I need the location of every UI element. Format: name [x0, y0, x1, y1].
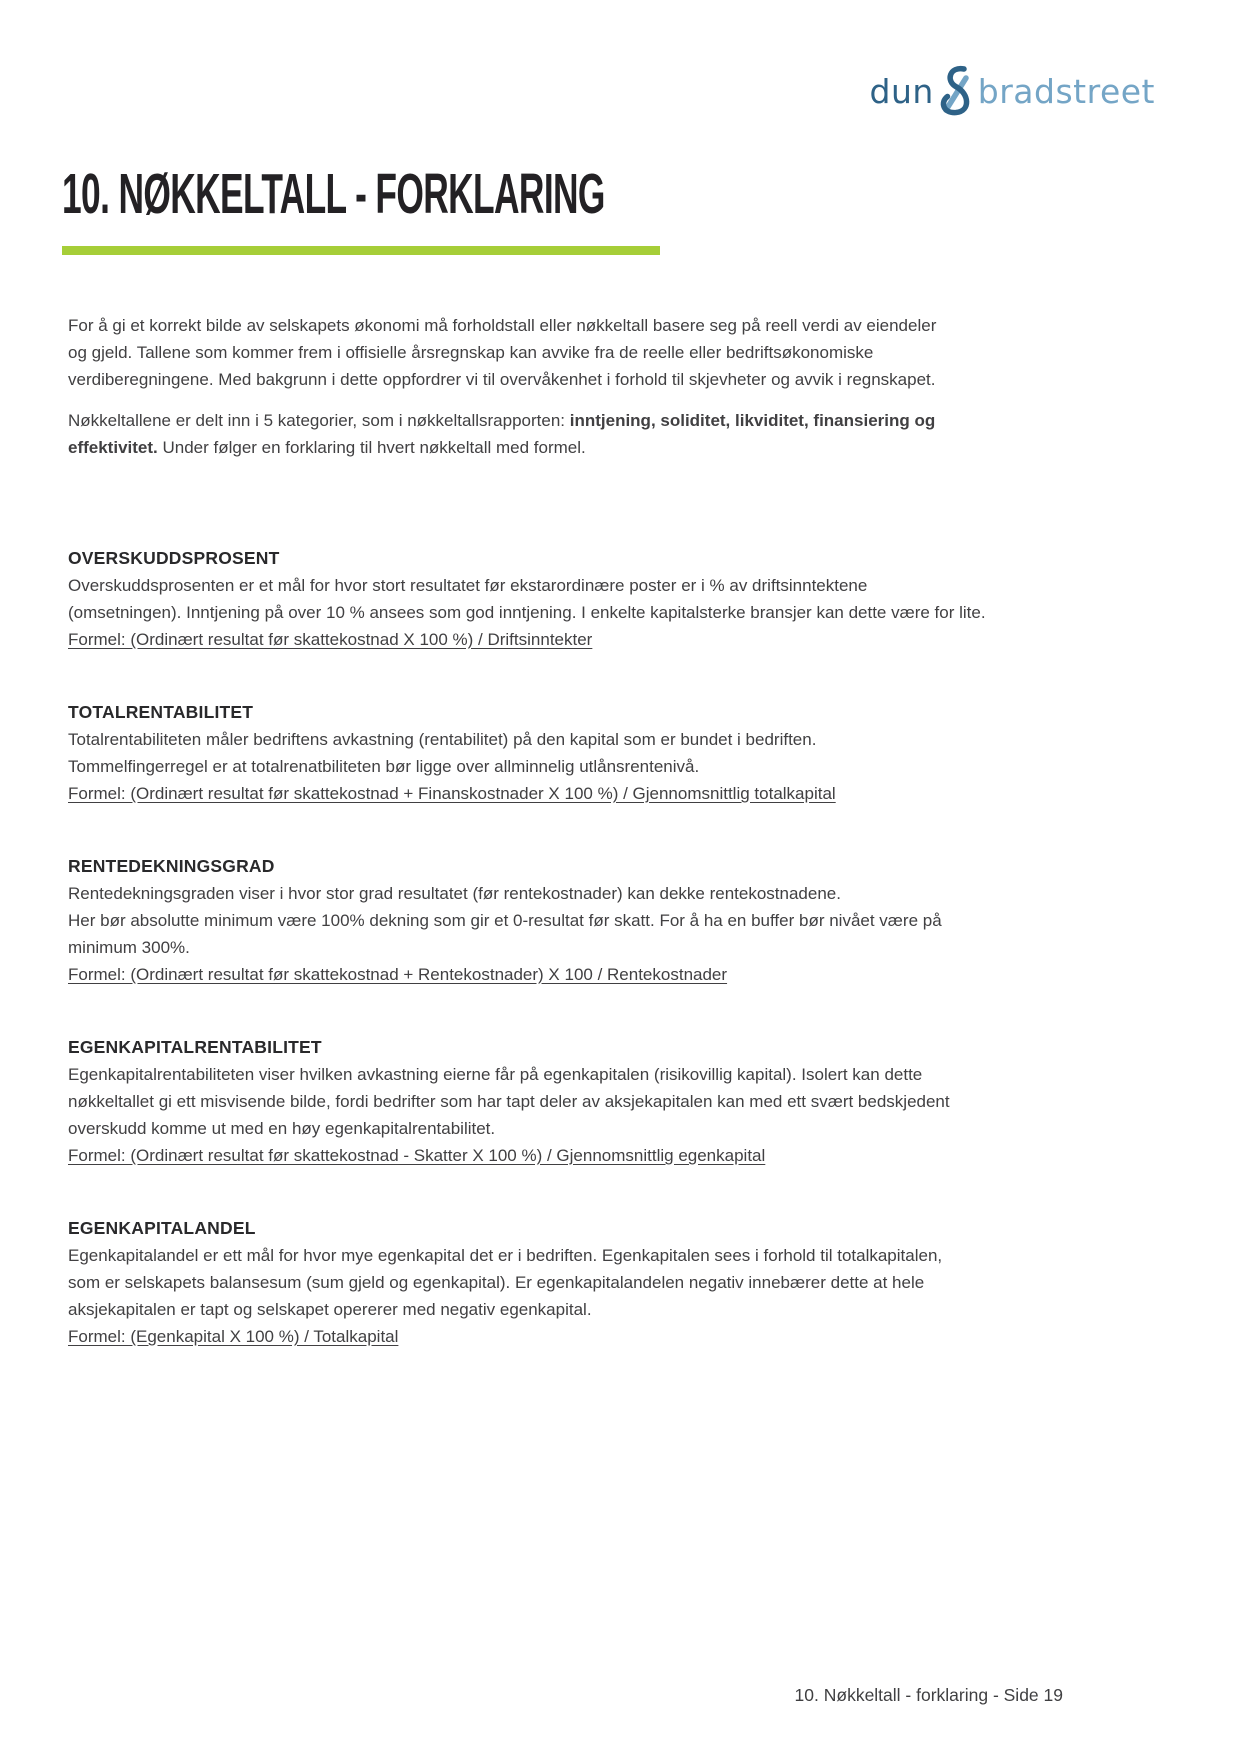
- section-formula: Formel: (Egenkapital X 100 %) / Totalkapital: [68, 1327, 399, 1346]
- intro-paragraph-2: [68, 407, 1068, 461]
- paragraph-text: Under følger en forklaring til hvert nøkkeltall med formel.: [157, 438, 586, 457]
- category-list-bold-text: inntjening, soliditet, likviditet, finansiering og: [569, 411, 936, 430]
- section-body-line: Totalrentabiliteten måler bedriftens avkastning (rentabilitet) på den kapital som er bundet i bedriften.: [68, 730, 817, 749]
- page-footer: 10. Nøkkeltall - forklaring - Side 19: [794, 1685, 1063, 1705]
- section-heading: OVERSKUDDSPROSENT: [68, 548, 280, 568]
- logo-bradstreet-text: bradstreet: [977, 71, 1155, 111]
- section-body-line: Tommelfingerregel er at totalrenatbiliteten bør ligge over allminnelig utlånsrentenivå.: [68, 757, 700, 776]
- section-heading: EGENKAPITALRENTABILITET: [68, 1037, 322, 1057]
- section-body-line: aksjekapitalen er tapt og selskapet opererer med negativ egenkapital.: [68, 1300, 592, 1319]
- logo-dun-text: dun: [869, 71, 934, 111]
- section-heading: TOTALRENTABILITET: [68, 702, 254, 722]
- dun-bradstreet-logo: [870, 64, 1155, 118]
- section-egenkapitalandel: [68, 1215, 1068, 1350]
- section-body-line: (omsetningen). Inntjening på over 10 % ansees som god inntjening. I enkelte kapitalsterke bransjer kan dette være for lite.: [68, 603, 986, 622]
- section-body-line: Egenkapitalrentabiliteten viser hvilken avkastning eierne får på egenkapitalen (risikovillig kapital). Isolert kan dette: [68, 1065, 923, 1084]
- section-body-line: Overskuddsprosenten er et mål for hvor stort resultatet før ekstarordinære poster er i % av driftsinntektene: [68, 576, 868, 595]
- section-formula: Formel: (Ordinært resultat før skattekostnad X 100 %) / Driftsinntekter: [68, 630, 593, 649]
- intro-paragraph-1: [68, 312, 1068, 393]
- section-rentedekningsgrad: [68, 853, 1068, 988]
- page-content: [68, 312, 1068, 1350]
- section-body-line: minimum 300%.: [68, 938, 190, 957]
- paragraph-line: [68, 407, 1068, 434]
- ampersand-icon: [937, 65, 975, 117]
- paragraph-line: [68, 434, 1068, 461]
- paragraph-line: verdiberegningene. Med bakgrunn i dette oppfordrer vi til overvåkenhet i forhold til skjevheter og avvik i regnskapet.: [68, 370, 936, 389]
- section-egenkapitalrentabilitet: [68, 1034, 1068, 1169]
- section-body-line: nøkkeltallet gi ett misvisende bilde, fordi bedrifter som har tapt deler av aksjekapitalen kan med ett svært bedskjedent: [68, 1092, 950, 1111]
- section-body-line: Egenkapitalandel er ett mål for hvor mye egenkapital det er i bedriften. Egenkapitalen sees i forhold til totalkapitalen,: [68, 1246, 943, 1265]
- section-heading: EGENKAPITALANDEL: [68, 1218, 256, 1238]
- title-accent-rule: [62, 246, 660, 255]
- paragraph-text: Nøkkeltallene er delt inn i 5 kategorier, som i nøkkeltallsrapporten:: [68, 411, 570, 430]
- section-body-line: Her bør absolutte minimum være 100% dekning som gir et 0-resultat før skatt. For å ha en buffer bør nivået være på: [68, 911, 942, 930]
- category-list-bold-text: effektivitet.: [68, 438, 158, 457]
- paragraph-line: og gjeld. Tallene som kommer frem i offisielle årsregnskap kan avvike fra de reelle eller bedriftsøkonomiske: [68, 343, 874, 362]
- section-heading: RENTEDEKNINGSGRAD: [68, 856, 275, 876]
- section-body-line: som er selskapets balansesum (sum gjeld og egenkapital). Er egenkapitalandelen negativ innebærer dette at hele: [68, 1273, 925, 1292]
- section-formula: Formel: (Ordinært resultat før skattekostnad + Rentekostnader) X 100 / Rentekostnader: [68, 965, 728, 984]
- paragraph-line: For å gi et korrekt bilde av selskapets økonomi må forholdstall eller nøkkeltall basere seg på reell verdi av eiendeler: [68, 316, 937, 335]
- section-formula: Formel: (Ordinært resultat før skattekostnad - Skatter X 100 %) / Gjennomsnittlig egenkapital: [68, 1146, 766, 1165]
- page-title: 10. NØKKELTALL - FORKLARING: [62, 162, 605, 226]
- section-overskuddsprosent: [68, 545, 1068, 653]
- section-formula: Formel: (Ordinært resultat før skattekostnad + Finanskostnader X 100 %) / Gjennomsnittlig totalkapital: [68, 784, 836, 803]
- section-body-line: Rentedekningsgraden viser i hvor stor grad resultatet (før rentekostnader) kan dekke rentekostnadene.: [68, 884, 841, 903]
- section-totalrentabilitet: [68, 699, 1068, 807]
- sections-list: [68, 461, 1068, 1350]
- section-body-line: overskudd komme ut med en høy egenkapitalrentabilitet.: [68, 1119, 496, 1138]
